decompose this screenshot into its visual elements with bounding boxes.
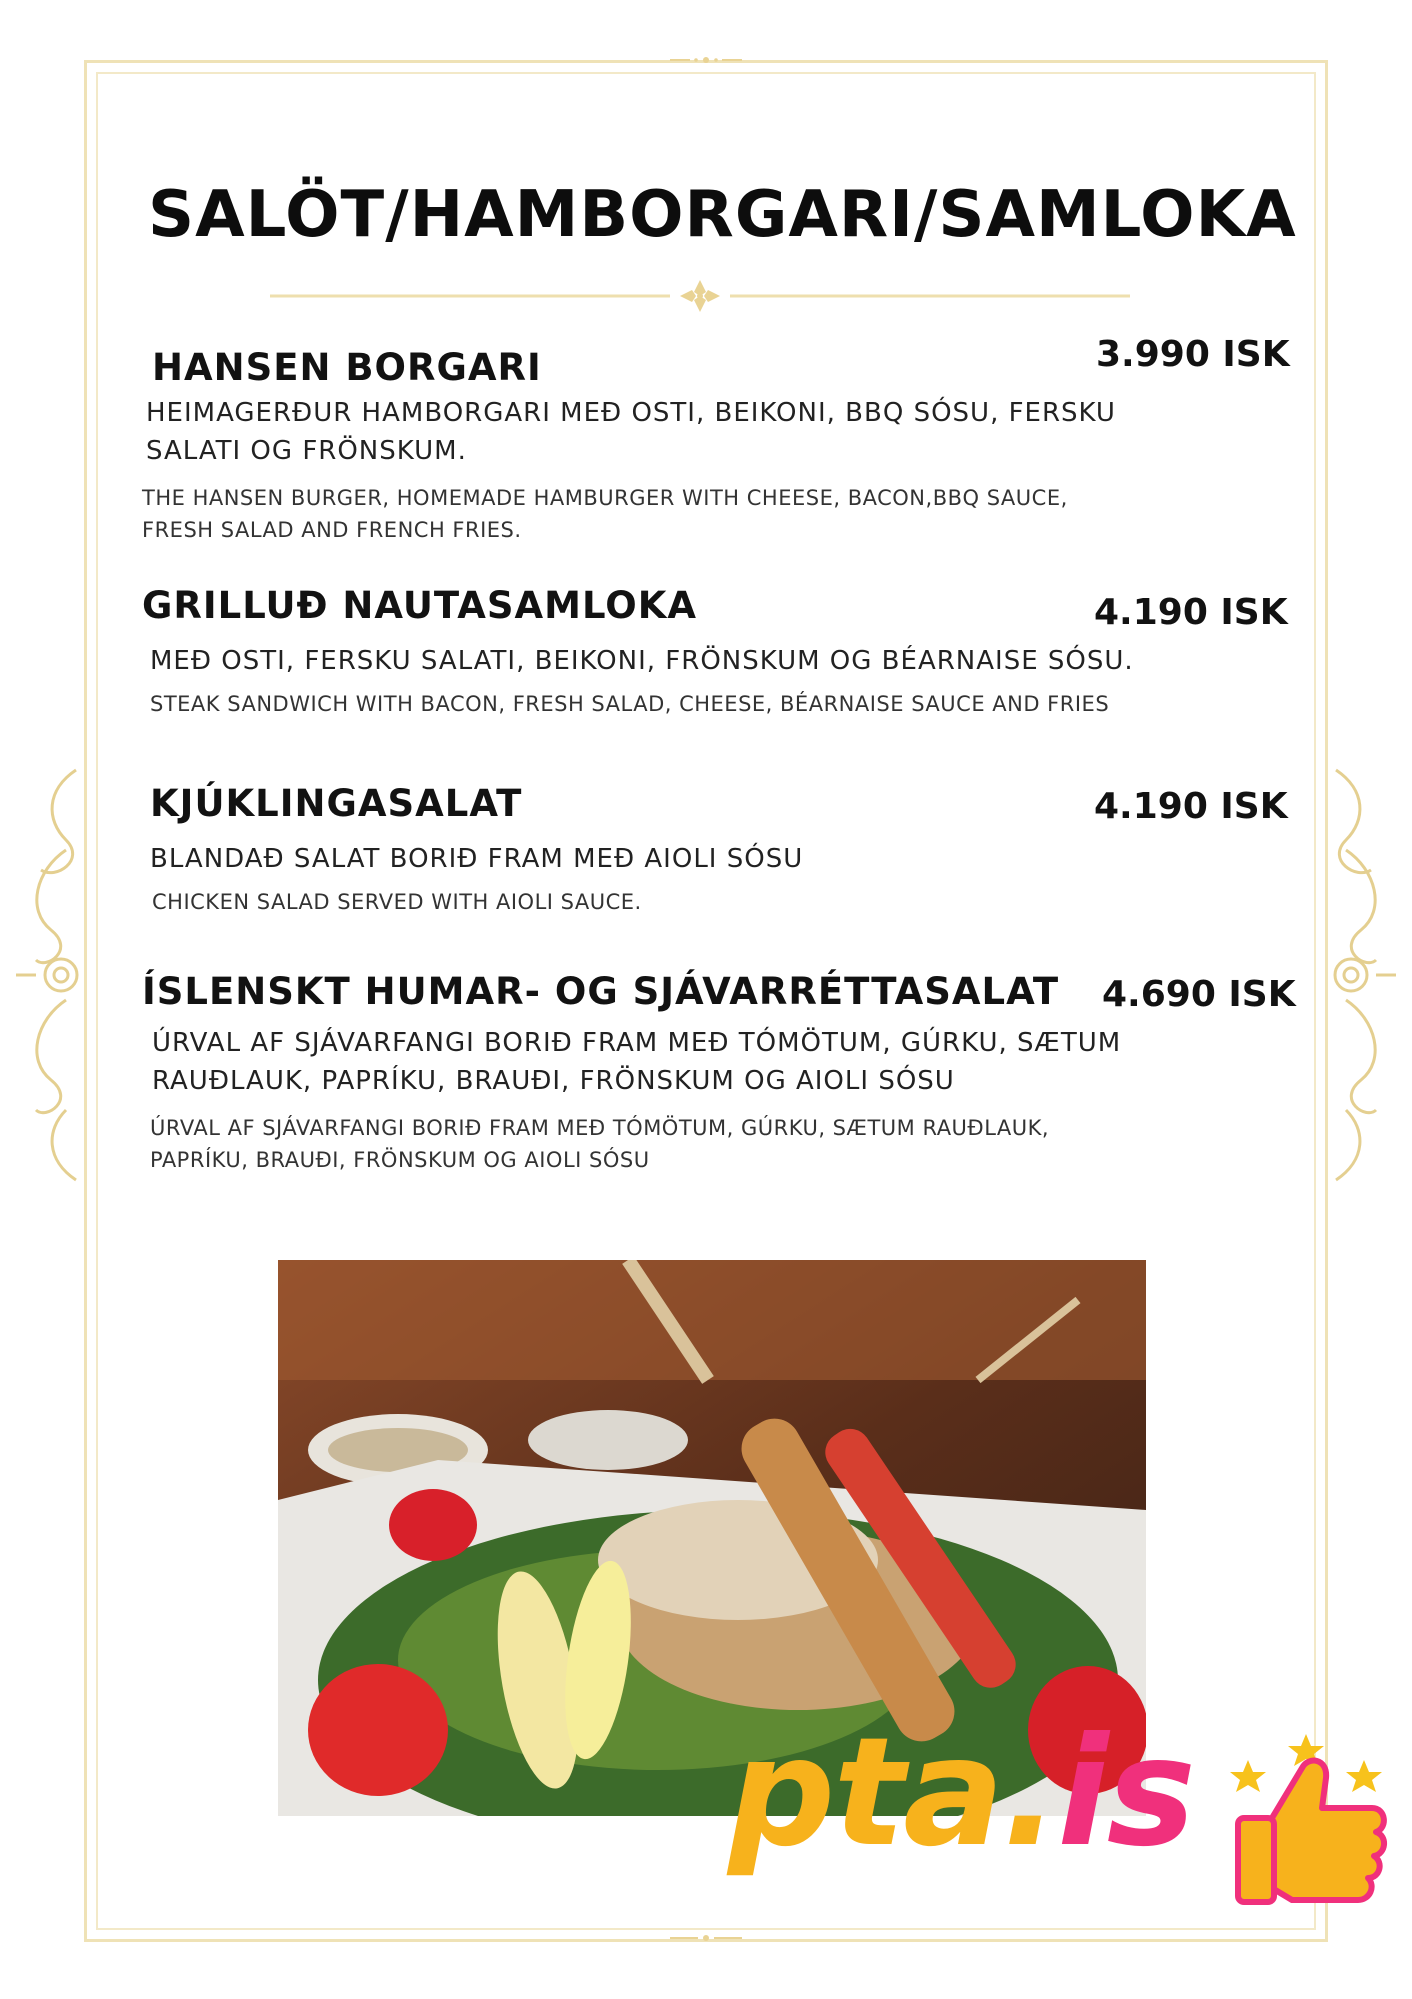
watermark-part2: is	[1057, 1706, 1194, 1880]
item-name: HANSEN BORGARI	[152, 346, 542, 389]
top-ornament-icon	[666, 52, 746, 68]
left-scroll-ornament-icon	[6, 760, 96, 1190]
item-description-is: RAUÐLAUK, PAPRÍKU, BRAUÐI, FRÖNSKUM OG AIOLI SÓSU	[152, 1066, 955, 1096]
item-description-is: MEÐ OSTI, FERSKU SALATI, BEIKONI, FRÖNSKUM OG BÉARNAISE SÓSU.	[150, 646, 1134, 676]
fleur-divider-icon	[270, 278, 1130, 314]
item-name: KJÚKLINGASALAT	[150, 782, 523, 825]
item-description-en: ÚRVAL AF SJÁVARFANGI BORIÐ FRAM MEÐ TÓMÖTUM, GÚRKU, SÆTUM RAUÐLAUK,	[150, 1116, 1050, 1140]
watermark-logo	[728, 1706, 1194, 1880]
page-title: SALÖT/HAMBORGARI/SAMLOKA	[148, 178, 1297, 252]
item-name: ÍSLENSKT HUMAR- OG SJÁVARRÉTTASALAT	[142, 970, 1060, 1013]
item-price: 4.190 ISK	[1094, 592, 1288, 633]
item-price: 4.690 ISK	[1102, 974, 1296, 1015]
right-scroll-ornament-icon	[1316, 760, 1406, 1190]
bottom-ornament-icon	[666, 1930, 746, 1946]
item-name: GRILLUÐ NAUTASAMLOKA	[142, 584, 698, 627]
item-description-en: THE HANSEN BURGER, HOMEMADE HAMBURGER WITH CHEESE, BACON,BBQ SAUCE,	[142, 486, 1068, 510]
item-price: 4.190 ISK	[1094, 786, 1288, 827]
item-description-en: CHICKEN SALAD SERVED WITH AIOLI SAUCE.	[152, 890, 642, 914]
item-description-is: HEIMAGERÐUR HAMBORGARI MEÐ OSTI, BEIKONI, BBQ SÓSU, FERSKU	[146, 398, 1116, 428]
item-description-is: BLANDAÐ SALAT BORIÐ FRAM MEÐ AIOLI SÓSU	[150, 844, 804, 874]
item-description-en: FRESH SALAD AND FRENCH FRIES.	[142, 518, 522, 542]
item-description-is: SALATI OG FRÖNSKUM.	[146, 436, 467, 466]
item-description-is: ÚRVAL AF SJÁVARFANGI BORIÐ FRAM MEÐ TÓMÖTUM, GÚRKU, SÆTUM	[152, 1028, 1122, 1058]
thumbs-up-icon	[1232, 1728, 1392, 1908]
item-price: 3.990 ISK	[1096, 334, 1290, 375]
item-description-en: PAPRÍKU, BRAUÐI, FRÖNSKUM OG AIOLI SÓSU	[150, 1148, 650, 1172]
watermark-part1: pta.	[728, 1706, 1058, 1880]
item-description-en: STEAK SANDWICH WITH BACON, FRESH SALAD, CHEESE, BÉARNAISE SAUCE AND FRIES	[150, 692, 1110, 716]
